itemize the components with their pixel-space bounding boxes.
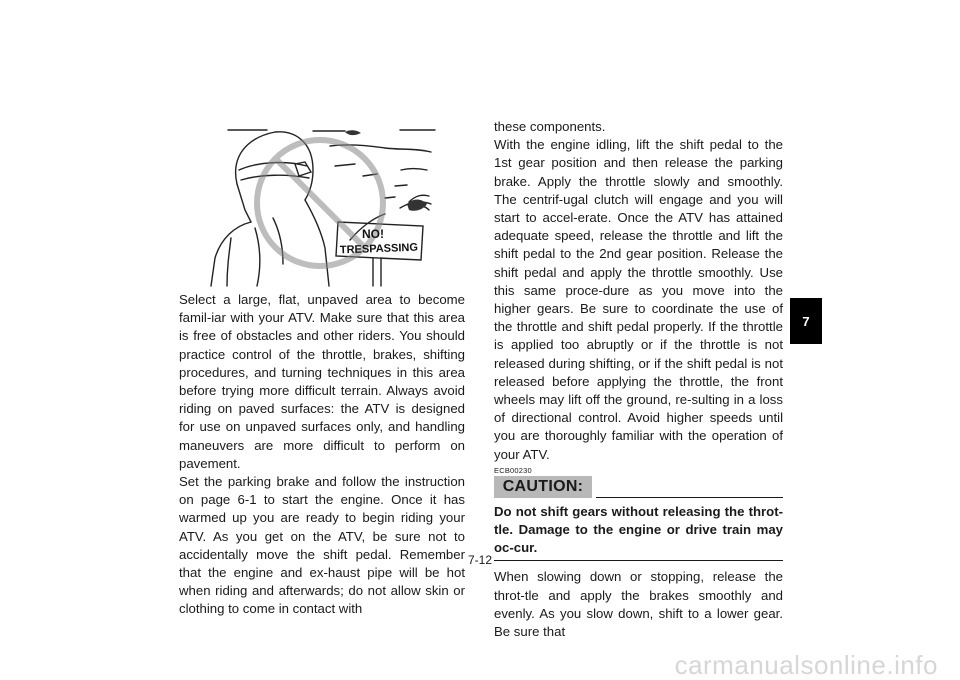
sign-line-1: NO! (362, 227, 384, 241)
left-column (179, 291, 465, 619)
body-paragraph: Select a large, flat, unpaved area to become famil-iar with your ATV. Make sure that this area is free of obstacles and other riders. You should practice control of the throttle, brakes, shifting procedures, and turning techniques in this area before trying more difficult terrain. Always avoid riding on paved surfaces: the ATV is designed for use on unpaved surfaces only, and handling maneuvers are more difficult to perform on pavement. (179, 292, 465, 471)
body-paragraph: With the engine idling, lift the shift pedal to the 1st gear position and then release the parking brake. Apply the throttle slowly and smoothly. The centrif-ugal clutch will engage and you will start to accel-erate. Once the ATV has attained adequate speed, release the throttle and lift the shift pedal to the 2nd gear position. Release the shift pedal and apply the throttle smoothly. Use this same proce-dure as you move into the higher gears. Be sure to coordinate the use of the throttle and shift pedal properly. If the throttle is applied too abruptly or if the throttle is not released during shifting, or if the shift pedal is not released before applying the throttle, the front wheels may lift off the ground, re-sulting in a loss of directional control. Avoid higher speeds until you are thoroughly familiar with the operation of your ATV. (494, 137, 783, 462)
watermark-text: carmanualsonline.info (674, 650, 938, 680)
chapter-tab-label: 7 (802, 313, 810, 329)
caution-label: CAUTION: (494, 476, 592, 498)
caution-code: ECB00230 (494, 465, 532, 475)
no-trespassing-illustration (195, 118, 445, 288)
caution-rule-top (596, 497, 783, 498)
sign-line-2: TRESPASSING (339, 241, 419, 257)
body-paragraph: When slowing down or stopping, release the throt-tle and apply the brakes smoothly and evenly. As you slow down, shift to a lower gear. Be sure that (494, 569, 783, 640)
right-column (494, 118, 783, 641)
body-paragraph: these components. (494, 119, 606, 134)
caution-header (494, 476, 783, 498)
caution-rule-bottom (494, 560, 783, 561)
chapter-tab[interactable] (790, 298, 822, 344)
page-number: 7-12 (467, 553, 493, 567)
body-paragraph: Set the parking brake and follow the instruction on page 6-1 to start the engine. Once it has warmed up you are ready to begin riding your ATV. As you get on the ATV, be sure not to accidentally move the shift pedal. Remember that the engine and ex-haust pipe will be hot when riding and afterwards; do not allow skin or clothing to come in contact with (179, 474, 465, 617)
watermark (0, 651, 960, 679)
caution-text: Do not shift gears without releasing the throt-tle. Damage to the engine or drive train may oc-cur. (494, 503, 783, 556)
